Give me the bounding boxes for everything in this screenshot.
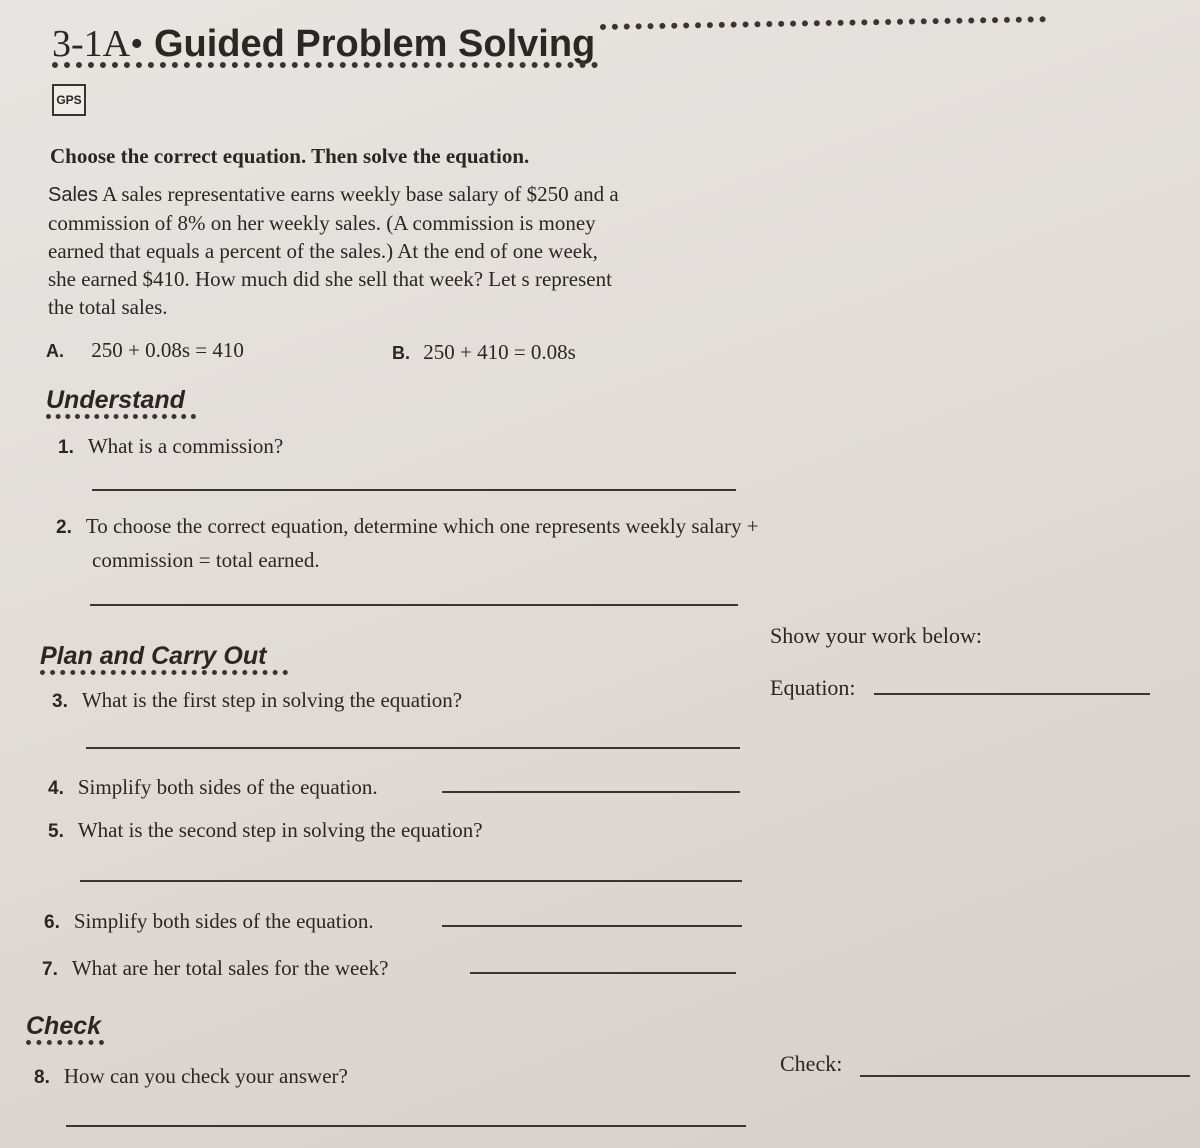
section-check: Check (26, 1012, 102, 1040)
lesson-number: 3-1A• (52, 23, 144, 65)
check-label: Check: (780, 1051, 843, 1076)
question-5-text: What is the second step in solving the equation? (77, 818, 483, 842)
question-8-number: 8. (34, 1067, 50, 1088)
page-title (52, 22, 595, 66)
question-1-text: What is a commission? (87, 434, 284, 458)
question-3-number: 3. (52, 691, 68, 712)
equation-label: Equation: (770, 675, 856, 700)
problem-line-5: the total sales. (48, 295, 168, 319)
title-underline (52, 62, 598, 68)
question-4-number: 4. (48, 778, 64, 799)
question-7-number: 7. (42, 959, 58, 980)
question-6 (44, 907, 374, 937)
question-8-text: How can you check your answer? (63, 1064, 348, 1088)
question-4 (48, 773, 378, 803)
question-3-text: What is the first step in solving the equation? (81, 688, 463, 712)
question-2-text: To choose the correct equation, determine which one represents weekly salary + (85, 514, 759, 538)
check-underline (26, 1040, 104, 1045)
answer-line-6[interactable] (442, 925, 742, 927)
answer-line-5[interactable] (80, 880, 742, 882)
choice-b-label: B. (392, 343, 410, 363)
question-4-text: Simplify both sides of the equation. (77, 775, 378, 799)
show-work-label: Show your work below: (770, 623, 983, 648)
problem-line-3: earned that equals a percent of the sales.) At the end of one week, (48, 239, 598, 263)
problem-text (48, 180, 619, 321)
section-understand: Understand (46, 386, 185, 414)
question-2 (56, 512, 759, 574)
question-5 (48, 816, 483, 846)
problem-line-4: she earned $410. How much did she sell that week? Let s represent (48, 267, 612, 291)
question-5-number: 5. (48, 821, 64, 842)
choice-b (392, 338, 576, 367)
problem-lead: Sales (48, 184, 99, 206)
question-3 (52, 686, 462, 716)
choice-a-label: A. (46, 341, 64, 361)
instructions: Choose the correct equation. Then solve the equation. (50, 144, 530, 168)
problem-line-2: commission of 8% on her weekly sales. (A commission is money (48, 211, 596, 235)
section-plan: Plan and Carry Out (40, 642, 267, 670)
check-answer-line[interactable] (860, 1075, 1190, 1077)
problem-line-1: A sales representative earns weekly base salary of $250 and a (102, 182, 619, 206)
understand-underline (46, 414, 196, 419)
answer-line-3[interactable] (86, 747, 740, 749)
title-dotted-rule (600, 16, 1046, 30)
question-8 (34, 1062, 348, 1092)
question-7 (42, 954, 388, 984)
question-6-number: 6. (44, 912, 60, 933)
equation-answer-line[interactable] (874, 693, 1150, 695)
answer-line-8[interactable] (66, 1125, 746, 1127)
plan-underline (40, 670, 288, 675)
title-text: Guided Problem Solving (153, 23, 596, 65)
question-6-text: Simplify both sides of the equation. (73, 909, 374, 933)
answer-line-4[interactable] (442, 791, 740, 793)
question-1 (58, 432, 283, 462)
question-7-text: What are her total sales for the week? (71, 956, 389, 980)
answer-line-7[interactable] (470, 972, 736, 974)
question-1-number: 1. (58, 437, 74, 458)
question-2-text-cont: commission = total earned. (92, 548, 320, 572)
answer-line-2[interactable] (90, 604, 738, 606)
choice-b-text: 250 + 410 = 0.08s (423, 340, 576, 364)
gps-badge: GPS (52, 84, 86, 116)
answer-line-1[interactable] (92, 489, 736, 491)
choice-a (46, 336, 244, 365)
choice-a-text: 250 + 0.08s = 410 (91, 338, 244, 362)
question-2-number: 2. (56, 517, 72, 538)
